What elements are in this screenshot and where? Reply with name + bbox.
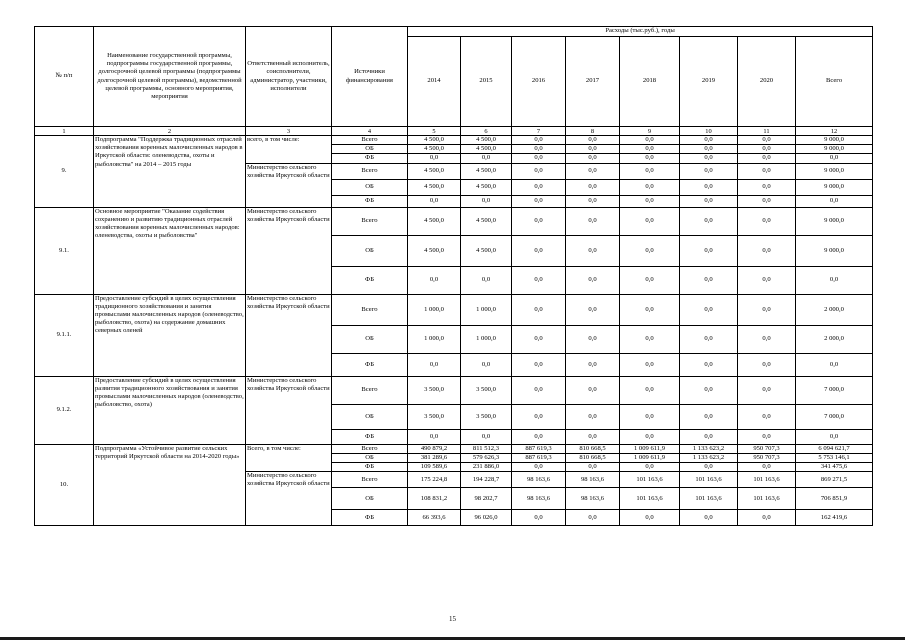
year-value: 0,0 bbox=[461, 353, 512, 376]
year-value: 98 202,7 bbox=[461, 488, 512, 510]
year-value: 0,0 bbox=[512, 207, 566, 235]
year-value: 0,0 bbox=[512, 266, 566, 294]
header-year: 2017 bbox=[566, 37, 620, 127]
column-number: 2 bbox=[94, 127, 246, 136]
header-year: 2016 bbox=[512, 37, 566, 127]
year-value: 0,0 bbox=[566, 235, 620, 266]
year-value: 0,0 bbox=[738, 235, 796, 266]
year-value: 810 668,5 bbox=[566, 444, 620, 453]
funding-source: ОБ bbox=[332, 453, 408, 462]
year-value: 1 133 623,2 bbox=[680, 444, 738, 453]
year-value: 0,0 bbox=[620, 376, 680, 404]
year-value: 0,0 bbox=[620, 404, 680, 429]
column-number-row bbox=[35, 127, 873, 136]
year-value: 0,0 bbox=[620, 136, 680, 145]
header-expenses: Расходы (тыс.руб.), годы bbox=[408, 27, 873, 37]
page-number: 15 bbox=[449, 615, 456, 623]
year-value: 0,0 bbox=[566, 154, 620, 163]
year-value: 0,0 bbox=[566, 145, 620, 154]
year-value: 0,0 bbox=[738, 154, 796, 163]
funding-source: Всего bbox=[332, 294, 408, 325]
total-value: 5 753 146,1 bbox=[796, 453, 873, 462]
year-value: 811 512,3 bbox=[461, 444, 512, 453]
year-value: 0,0 bbox=[680, 463, 738, 472]
year-value: 0,0 bbox=[680, 325, 738, 353]
year-value: 4 500,0 bbox=[461, 207, 512, 235]
funding-source: Всего bbox=[332, 207, 408, 235]
year-value: 0,0 bbox=[566, 179, 620, 195]
header-num: № п/п bbox=[35, 27, 94, 127]
year-value: 4 500,0 bbox=[408, 163, 461, 179]
year-value: 66 393,6 bbox=[408, 510, 461, 526]
year-value: 0,0 bbox=[738, 195, 796, 207]
funding-source: ОБ bbox=[332, 488, 408, 510]
column-number: 1 bbox=[35, 127, 94, 136]
budget-table-body bbox=[35, 136, 873, 526]
total-value: 0,0 bbox=[796, 266, 873, 294]
funding-source: ОБ bbox=[332, 179, 408, 195]
year-value: 4 500,0 bbox=[461, 136, 512, 145]
funding-source: Всего bbox=[332, 163, 408, 179]
table-row bbox=[35, 136, 873, 145]
year-value: 0,0 bbox=[680, 195, 738, 207]
column-number: 7 bbox=[512, 127, 566, 136]
year-value: 3 500,0 bbox=[461, 376, 512, 404]
year-value: 101 163,6 bbox=[680, 472, 738, 488]
year-value: 0,0 bbox=[680, 154, 738, 163]
year-value: 0,0 bbox=[566, 207, 620, 235]
year-value: 0,0 bbox=[408, 353, 461, 376]
year-value: 0,0 bbox=[566, 429, 620, 444]
year-value: 0,0 bbox=[620, 179, 680, 195]
year-value: 0,0 bbox=[620, 154, 680, 163]
column-number: 12 bbox=[796, 127, 873, 136]
funding-source: ОБ bbox=[332, 325, 408, 353]
year-value: 3 500,0 bbox=[408, 404, 461, 429]
year-value: 0,0 bbox=[738, 353, 796, 376]
total-value: 9 000,0 bbox=[796, 207, 873, 235]
year-value: 0,0 bbox=[512, 429, 566, 444]
year-value: 0,0 bbox=[680, 294, 738, 325]
year-value: 101 163,6 bbox=[738, 488, 796, 510]
responsible-executor: Министерство сельского хозяйства Иркутской области bbox=[246, 207, 332, 294]
year-value: 0,0 bbox=[738, 404, 796, 429]
year-value: 0,0 bbox=[680, 235, 738, 266]
responsible-executor: Всего, в том числе: bbox=[246, 444, 332, 472]
row-number: 9. bbox=[35, 136, 94, 208]
year-value: 0,0 bbox=[512, 325, 566, 353]
program-name: Основное мероприятие "Оказание содействия сохранению и развитию традиционных отраслей хозяйствования коренных малочисленных народов: оленеводства, охоты и рыболовства" bbox=[94, 207, 246, 294]
year-value: 0,0 bbox=[566, 510, 620, 526]
header-year: 2019 bbox=[680, 37, 738, 127]
year-value: 0,0 bbox=[680, 376, 738, 404]
year-value: 0,0 bbox=[566, 463, 620, 472]
year-value: 0,0 bbox=[738, 145, 796, 154]
total-value: 6 094 621,7 bbox=[796, 444, 873, 453]
year-value: 810 668,5 bbox=[566, 453, 620, 462]
year-value: 0,0 bbox=[512, 404, 566, 429]
total-value: 706 851,9 bbox=[796, 488, 873, 510]
year-value: 490 879,2 bbox=[408, 444, 461, 453]
funding-source: Всего bbox=[332, 472, 408, 488]
header-total: Всего bbox=[796, 37, 873, 127]
year-value: 0,0 bbox=[620, 429, 680, 444]
year-value: 0,0 bbox=[620, 294, 680, 325]
year-value: 0,0 bbox=[738, 179, 796, 195]
year-value: 1 000,0 bbox=[408, 294, 461, 325]
funding-source: ОБ bbox=[332, 235, 408, 266]
year-value: 0,0 bbox=[461, 195, 512, 207]
year-value: 0,0 bbox=[461, 429, 512, 444]
year-value: 0,0 bbox=[620, 325, 680, 353]
funding-source: Всего bbox=[332, 136, 408, 145]
year-value: 0,0 bbox=[566, 404, 620, 429]
year-value: 0,0 bbox=[512, 376, 566, 404]
year-value: 1 009 611,9 bbox=[620, 453, 680, 462]
funding-source: ОБ bbox=[332, 145, 408, 154]
total-value: 9 000,0 bbox=[796, 163, 873, 179]
year-value: 0,0 bbox=[680, 353, 738, 376]
column-number: 8 bbox=[566, 127, 620, 136]
row-number: 9.1.1. bbox=[35, 294, 94, 376]
total-value: 9 000,0 bbox=[796, 235, 873, 266]
year-value: 98 163,6 bbox=[566, 472, 620, 488]
year-value: 4 500,0 bbox=[461, 179, 512, 195]
year-value: 109 589,6 bbox=[408, 463, 461, 472]
table-row bbox=[35, 376, 873, 404]
total-value: 9 000,0 bbox=[796, 136, 873, 145]
year-value: 0,0 bbox=[620, 195, 680, 207]
year-value: 0,0 bbox=[738, 136, 796, 145]
row-number: 9.1.2. bbox=[35, 376, 94, 444]
year-value: 4 500,0 bbox=[408, 179, 461, 195]
funding-source: ФБ bbox=[332, 429, 408, 444]
table-row bbox=[35, 207, 873, 235]
funding-source: ФБ bbox=[332, 353, 408, 376]
total-value: 9 000,0 bbox=[796, 179, 873, 195]
year-value: 381 289,6 bbox=[408, 453, 461, 462]
total-value: 0,0 bbox=[796, 154, 873, 163]
year-value: 0,0 bbox=[512, 195, 566, 207]
year-value: 0,0 bbox=[461, 154, 512, 163]
total-value: 2 000,0 bbox=[796, 294, 873, 325]
total-value: 341 475,6 bbox=[796, 463, 873, 472]
funding-source: ФБ bbox=[332, 266, 408, 294]
column-number: 3 bbox=[246, 127, 332, 136]
year-value: 0,0 bbox=[512, 179, 566, 195]
year-value: 0,0 bbox=[566, 195, 620, 207]
year-value: 98 163,6 bbox=[512, 488, 566, 510]
year-value: 0,0 bbox=[566, 294, 620, 325]
funding-source: ФБ bbox=[332, 463, 408, 472]
year-value: 0,0 bbox=[408, 154, 461, 163]
year-value: 0,0 bbox=[408, 195, 461, 207]
table-row bbox=[35, 444, 873, 453]
year-value: 0,0 bbox=[566, 136, 620, 145]
year-value: 108 831,2 bbox=[408, 488, 461, 510]
year-value: 4 500,0 bbox=[461, 145, 512, 154]
total-value: 0,0 bbox=[796, 353, 873, 376]
year-value: 0,0 bbox=[680, 163, 738, 179]
year-value: 0,0 bbox=[566, 353, 620, 376]
year-value: 0,0 bbox=[408, 429, 461, 444]
year-value: 0,0 bbox=[620, 145, 680, 154]
year-value: 0,0 bbox=[738, 376, 796, 404]
year-value: 950 707,3 bbox=[738, 453, 796, 462]
funding-source: ФБ bbox=[332, 195, 408, 207]
year-value: 4 500,0 bbox=[408, 235, 461, 266]
funding-source: ФБ bbox=[332, 154, 408, 163]
year-value: 101 163,6 bbox=[680, 488, 738, 510]
year-value: 0,0 bbox=[620, 163, 680, 179]
year-value: 0,0 bbox=[680, 510, 738, 526]
header-year: 2014 bbox=[408, 37, 461, 127]
year-value: 1 000,0 bbox=[408, 325, 461, 353]
total-value: 9 000,0 bbox=[796, 145, 873, 154]
header-name: Наименование государственной программы, подпрограммы государственной программы, долгосрочной целевой программы (подпрограммы долгосрочной целевой программы), ведомственной целевой программы, основного мероприятия, мероприятия bbox=[94, 27, 246, 127]
year-value: 0,0 bbox=[512, 163, 566, 179]
year-value: 0,0 bbox=[461, 266, 512, 294]
total-value: 0,0 bbox=[796, 195, 873, 207]
year-value: 194 228,7 bbox=[461, 472, 512, 488]
year-value: 0,0 bbox=[620, 235, 680, 266]
year-value: 0,0 bbox=[512, 353, 566, 376]
total-value: 0,0 bbox=[796, 429, 873, 444]
year-value: 0,0 bbox=[738, 207, 796, 235]
year-value: 1 133 623,2 bbox=[680, 453, 738, 462]
row-number: 10. bbox=[35, 444, 94, 526]
responsible-executor: Министерство сельского хозяйства Иркутской области bbox=[246, 294, 332, 376]
year-value: 0,0 bbox=[738, 463, 796, 472]
total-value: 162 419,6 bbox=[796, 510, 873, 526]
year-value: 0,0 bbox=[512, 154, 566, 163]
year-value: 0,0 bbox=[680, 207, 738, 235]
year-value: 0,0 bbox=[408, 266, 461, 294]
funding-source: ФБ bbox=[332, 510, 408, 526]
responsible-executor: Министерство сельского хозяйства Иркутской области bbox=[246, 376, 332, 444]
year-value: 0,0 bbox=[680, 404, 738, 429]
funding-source: ОБ bbox=[332, 404, 408, 429]
year-value: 175 224,8 bbox=[408, 472, 461, 488]
year-value: 0,0 bbox=[738, 429, 796, 444]
year-value: 0,0 bbox=[512, 235, 566, 266]
year-value: 101 163,6 bbox=[620, 488, 680, 510]
year-value: 0,0 bbox=[566, 163, 620, 179]
year-value: 98 163,6 bbox=[566, 488, 620, 510]
row-number: 9.1. bbox=[35, 207, 94, 294]
year-value: 231 886,0 bbox=[461, 463, 512, 472]
year-value: 0,0 bbox=[680, 266, 738, 294]
year-value: 0,0 bbox=[512, 145, 566, 154]
year-value: 4 500,0 bbox=[461, 235, 512, 266]
year-value: 101 163,6 bbox=[738, 472, 796, 488]
funding-source: Всего bbox=[332, 444, 408, 453]
year-value: 0,0 bbox=[620, 353, 680, 376]
year-value: 4 500,0 bbox=[461, 163, 512, 179]
year-value: 0,0 bbox=[680, 136, 738, 145]
year-value: 3 500,0 bbox=[461, 404, 512, 429]
year-value: 0,0 bbox=[620, 266, 680, 294]
year-value: 96 026,0 bbox=[461, 510, 512, 526]
column-number: 9 bbox=[620, 127, 680, 136]
header-year: 2018 bbox=[620, 37, 680, 127]
funding-source: Всего bbox=[332, 376, 408, 404]
year-value: 887 619,3 bbox=[512, 444, 566, 453]
program-name: Подпрограмма «Устойчивое развитие сельских территорий Иркутской области на 2014-2020 годы» bbox=[94, 444, 246, 526]
column-number: 5 bbox=[408, 127, 461, 136]
responsible-executor: всего, в том числе: bbox=[246, 136, 332, 164]
table-row bbox=[35, 294, 873, 325]
header-sources: Источники финансирования bbox=[332, 27, 408, 127]
total-value: 869 271,5 bbox=[796, 472, 873, 488]
year-value: 0,0 bbox=[620, 510, 680, 526]
year-value: 0,0 bbox=[512, 510, 566, 526]
year-value: 0,0 bbox=[566, 266, 620, 294]
total-value: 7 000,0 bbox=[796, 376, 873, 404]
year-value: 0,0 bbox=[566, 325, 620, 353]
header-responsible: Ответственный исполнитель, соисполнители, администратор, участники, исполнители bbox=[246, 27, 332, 127]
year-value: 4 500,0 bbox=[408, 207, 461, 235]
column-number: 11 bbox=[738, 127, 796, 136]
column-number: 10 bbox=[680, 127, 738, 136]
year-value: 0,0 bbox=[738, 163, 796, 179]
year-value: 579 626,3 bbox=[461, 453, 512, 462]
header-year: 2020 bbox=[738, 37, 796, 127]
year-value: 0,0 bbox=[620, 463, 680, 472]
column-number: 4 bbox=[332, 127, 408, 136]
year-value: 0,0 bbox=[512, 136, 566, 145]
year-value: 0,0 bbox=[680, 179, 738, 195]
column-number: 6 bbox=[461, 127, 512, 136]
year-value: 0,0 bbox=[738, 266, 796, 294]
year-value: 1 009 611,9 bbox=[620, 444, 680, 453]
program-name: Предоставление субсидий в целях осуществления традиционного хозяйствования и занятия промыслами малочисленных народов (оленеводство, рыболовство, охота) на содержание домашних северных оленей bbox=[94, 294, 246, 376]
header-year: 2015 bbox=[461, 37, 512, 127]
budget-table bbox=[34, 26, 873, 526]
year-value: 1 000,0 bbox=[461, 294, 512, 325]
year-value: 101 163,6 bbox=[620, 472, 680, 488]
year-value: 887 619,3 bbox=[512, 453, 566, 462]
year-value: 0,0 bbox=[512, 294, 566, 325]
year-value: 0,0 bbox=[680, 429, 738, 444]
year-value: 4 500,0 bbox=[408, 136, 461, 145]
year-value: 0,0 bbox=[566, 376, 620, 404]
year-value: 0,0 bbox=[680, 145, 738, 154]
year-value: 0,0 bbox=[512, 463, 566, 472]
year-value: 3 500,0 bbox=[408, 376, 461, 404]
year-value: 0,0 bbox=[738, 510, 796, 526]
year-value: 950 707,3 bbox=[738, 444, 796, 453]
program-name: Предоставление субсидий в целях осуществления развития традиционного хозяйствования и занятия промыслами малочисленных народов (оленеводство, рыболовство, охота) bbox=[94, 376, 246, 444]
total-value: 7 000,0 bbox=[796, 404, 873, 429]
year-value: 98 163,6 bbox=[512, 472, 566, 488]
year-value: 0,0 bbox=[738, 294, 796, 325]
year-value: 4 500,0 bbox=[408, 145, 461, 154]
responsible-executor: Министерство сельского хозяйства Иркутской области bbox=[246, 163, 332, 207]
year-value: 1 000,0 bbox=[461, 325, 512, 353]
responsible-executor: Министерство сельского хозяйства Иркутской области bbox=[246, 472, 332, 526]
program-name: Подпрограмма "Поддержка традиционных отраслей хозяйствования коренных малочисленных народов в Иркутской области: оленеводства, охоты и рыболовства" на 2014 – 2015 годы bbox=[94, 136, 246, 208]
total-value: 2 000,0 bbox=[796, 325, 873, 353]
budget-table-sheet bbox=[34, 26, 872, 526]
year-value: 0,0 bbox=[620, 207, 680, 235]
year-value: 0,0 bbox=[738, 325, 796, 353]
